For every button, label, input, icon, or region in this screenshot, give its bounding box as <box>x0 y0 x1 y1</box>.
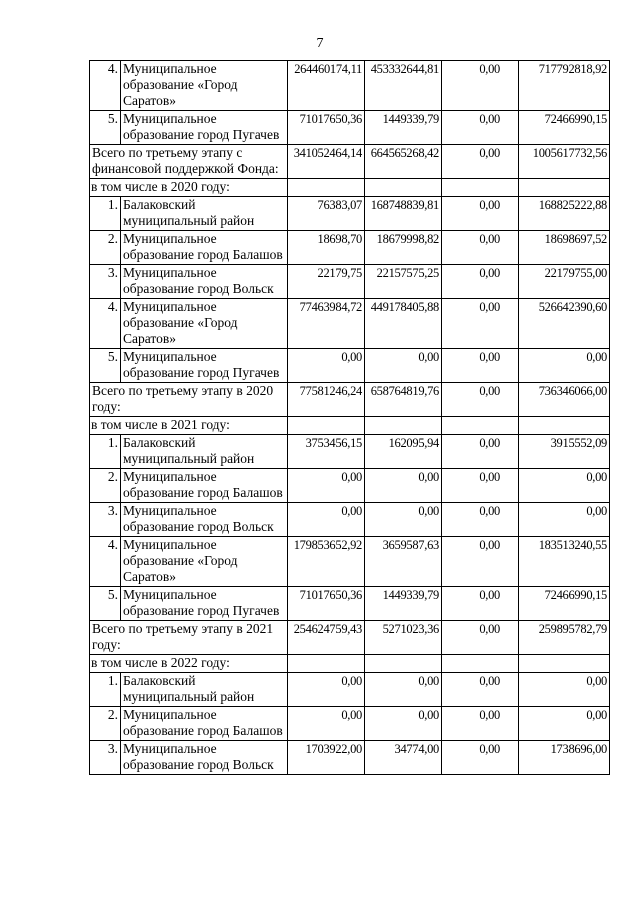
empty-cell <box>365 655 442 673</box>
value-cell: 168748839,81 <box>365 197 442 231</box>
value-cell: 0,00 <box>519 673 610 707</box>
value-cell: 0,00 <box>442 231 519 265</box>
funding-table-body <box>90 61 610 775</box>
value-cell: 168825222,88 <box>519 197 610 231</box>
empty-cell <box>519 417 610 435</box>
row-number: 4. <box>90 299 121 349</box>
value-cell: 259895782,79 <box>519 621 610 655</box>
table-row <box>90 469 610 503</box>
value-cell: 0,00 <box>288 503 365 537</box>
value-cell: 5271023,36 <box>365 621 442 655</box>
subheader-row <box>90 655 610 673</box>
row-name: Балаковский муниципальный район <box>121 435 288 469</box>
table-row <box>90 197 610 231</box>
year-subheader: в том числе в 2020 году: <box>90 179 288 197</box>
value-cell: 22157575,25 <box>365 265 442 299</box>
year-subheader: в том числе в 2022 году: <box>90 655 288 673</box>
row-number: 5. <box>90 587 121 621</box>
value-cell: 0,00 <box>442 707 519 741</box>
value-cell: 1703922,00 <box>288 741 365 775</box>
row-number: 5. <box>90 111 121 145</box>
row-number: 1. <box>90 197 121 231</box>
row-name: Муниципальное образование город Вольск <box>121 265 288 299</box>
value-cell: 453332644,81 <box>365 61 442 111</box>
value-cell: 72466990,15 <box>519 587 610 621</box>
value-cell: 22179755,00 <box>519 265 610 299</box>
table-row <box>90 537 610 587</box>
row-name: Муниципальное образование город Балашов <box>121 469 288 503</box>
value-cell: 1738696,00 <box>519 741 610 775</box>
row-name: Муниципальное образование город Балашов <box>121 231 288 265</box>
row-name: Муниципальное образование город Пугачев <box>121 349 288 383</box>
value-cell: 1449339,79 <box>365 111 442 145</box>
value-cell: 0,00 <box>288 707 365 741</box>
value-cell: 0,00 <box>519 469 610 503</box>
value-cell: 183513240,55 <box>519 537 610 587</box>
value-cell: 0,00 <box>288 349 365 383</box>
value-cell: 0,00 <box>365 349 442 383</box>
row-name: Муниципальное образование «Город Саратов» <box>121 299 288 349</box>
table-row <box>90 435 610 469</box>
value-cell: 449178405,88 <box>365 299 442 349</box>
empty-cell <box>288 417 365 435</box>
value-cell: 736346066,00 <box>519 383 610 417</box>
row-name: Муниципальное образование город Вольск <box>121 741 288 775</box>
value-cell: 0,00 <box>365 503 442 537</box>
value-cell: 77463984,72 <box>288 299 365 349</box>
row-number: 4. <box>90 537 121 587</box>
value-cell: 0,00 <box>442 621 519 655</box>
table-row <box>90 673 610 707</box>
value-cell: 22179,75 <box>288 265 365 299</box>
table-row <box>90 349 610 383</box>
value-cell: 264460174,11 <box>288 61 365 111</box>
table-row <box>90 299 610 349</box>
value-cell: 3915552,09 <box>519 435 610 469</box>
row-number: 2. <box>90 469 121 503</box>
value-cell: 254624759,43 <box>288 621 365 655</box>
row-name: Балаковский муниципальный район <box>121 197 288 231</box>
funding-table <box>89 60 610 775</box>
row-number: 2. <box>90 231 121 265</box>
empty-cell <box>442 655 519 673</box>
value-cell: 0,00 <box>365 707 442 741</box>
table-row <box>90 111 610 145</box>
value-cell: 0,00 <box>442 349 519 383</box>
value-cell: 0,00 <box>442 197 519 231</box>
value-cell: 0,00 <box>519 503 610 537</box>
value-cell: 34774,00 <box>365 741 442 775</box>
value-cell: 71017650,36 <box>288 587 365 621</box>
value-cell: 0,00 <box>442 61 519 111</box>
empty-cell <box>365 179 442 197</box>
value-cell: 0,00 <box>288 673 365 707</box>
value-cell: 0,00 <box>365 469 442 503</box>
value-cell: 18698,70 <box>288 231 365 265</box>
value-cell: 664565268,42 <box>365 145 442 179</box>
value-cell: 18679998,82 <box>365 231 442 265</box>
value-cell: 0,00 <box>442 469 519 503</box>
value-cell: 1449339,79 <box>365 587 442 621</box>
value-cell: 0,00 <box>442 111 519 145</box>
row-number: 1. <box>90 673 121 707</box>
value-cell: 658764819,76 <box>365 383 442 417</box>
value-cell: 0,00 <box>442 741 519 775</box>
row-name: Муниципальное образование город Балашов <box>121 707 288 741</box>
table-row <box>90 741 610 775</box>
row-number: 1. <box>90 435 121 469</box>
total-label: Всего по третьему этапу в 2020 году: <box>90 383 288 417</box>
value-cell: 3753456,15 <box>288 435 365 469</box>
table-row <box>90 61 610 111</box>
value-cell: 0,00 <box>519 349 610 383</box>
row-name: Муниципальное образование город Вольск <box>121 503 288 537</box>
row-number: 4. <box>90 61 121 111</box>
value-cell: 72466990,15 <box>519 111 610 145</box>
row-name: Муниципальное образование город Пугачев <box>121 111 288 145</box>
value-cell: 0,00 <box>442 537 519 587</box>
table-row <box>90 503 610 537</box>
subheader-row <box>90 417 610 435</box>
value-cell: 0,00 <box>288 469 365 503</box>
total-row <box>90 621 610 655</box>
subheader-row <box>90 179 610 197</box>
value-cell: 526642390,60 <box>519 299 610 349</box>
row-name: Муниципальное образование «Город Саратов» <box>121 61 288 111</box>
empty-cell <box>288 655 365 673</box>
value-cell: 0,00 <box>442 299 519 349</box>
value-cell: 179853652,92 <box>288 537 365 587</box>
value-cell: 0,00 <box>442 435 519 469</box>
row-name: Муниципальное образование город Пугачев <box>121 587 288 621</box>
empty-cell <box>519 179 610 197</box>
value-cell: 18698697,52 <box>519 231 610 265</box>
value-cell: 0,00 <box>442 587 519 621</box>
value-cell: 162095,94 <box>365 435 442 469</box>
row-number: 3. <box>90 503 121 537</box>
page-number: 7 <box>316 36 324 51</box>
row-name: Муниципальное образование «Город Саратов» <box>121 537 288 587</box>
empty-cell <box>442 179 519 197</box>
empty-cell <box>442 417 519 435</box>
row-number: 5. <box>90 349 121 383</box>
empty-cell <box>519 655 610 673</box>
value-cell: 0,00 <box>519 707 610 741</box>
row-name: Балаковский муниципальный район <box>121 673 288 707</box>
total-row <box>90 145 610 179</box>
row-number: 2. <box>90 707 121 741</box>
row-number: 3. <box>90 741 121 775</box>
year-subheader: в том числе в 2021 году: <box>90 417 288 435</box>
total-row <box>90 383 610 417</box>
row-number: 3. <box>90 265 121 299</box>
value-cell: 0,00 <box>442 145 519 179</box>
value-cell: 0,00 <box>442 503 519 537</box>
value-cell: 0,00 <box>442 383 519 417</box>
value-cell: 3659587,63 <box>365 537 442 587</box>
value-cell: 717792818,92 <box>519 61 610 111</box>
value-cell: 1005617732,56 <box>519 145 610 179</box>
value-cell: 77581246,24 <box>288 383 365 417</box>
table-row <box>90 587 610 621</box>
table-row <box>90 265 610 299</box>
value-cell: 76383,07 <box>288 197 365 231</box>
value-cell: 71017650,36 <box>288 111 365 145</box>
empty-cell <box>288 179 365 197</box>
empty-cell <box>365 417 442 435</box>
total-label: Всего по третьему этапу с финансовой поддержкой Фонда: <box>90 145 288 179</box>
table-row <box>90 231 610 265</box>
value-cell: 0,00 <box>442 673 519 707</box>
value-cell: 341052464,14 <box>288 145 365 179</box>
table-row <box>90 707 610 741</box>
value-cell: 0,00 <box>442 265 519 299</box>
value-cell: 0,00 <box>365 673 442 707</box>
total-label: Всего по третьему этапу в 2021 году: <box>90 621 288 655</box>
